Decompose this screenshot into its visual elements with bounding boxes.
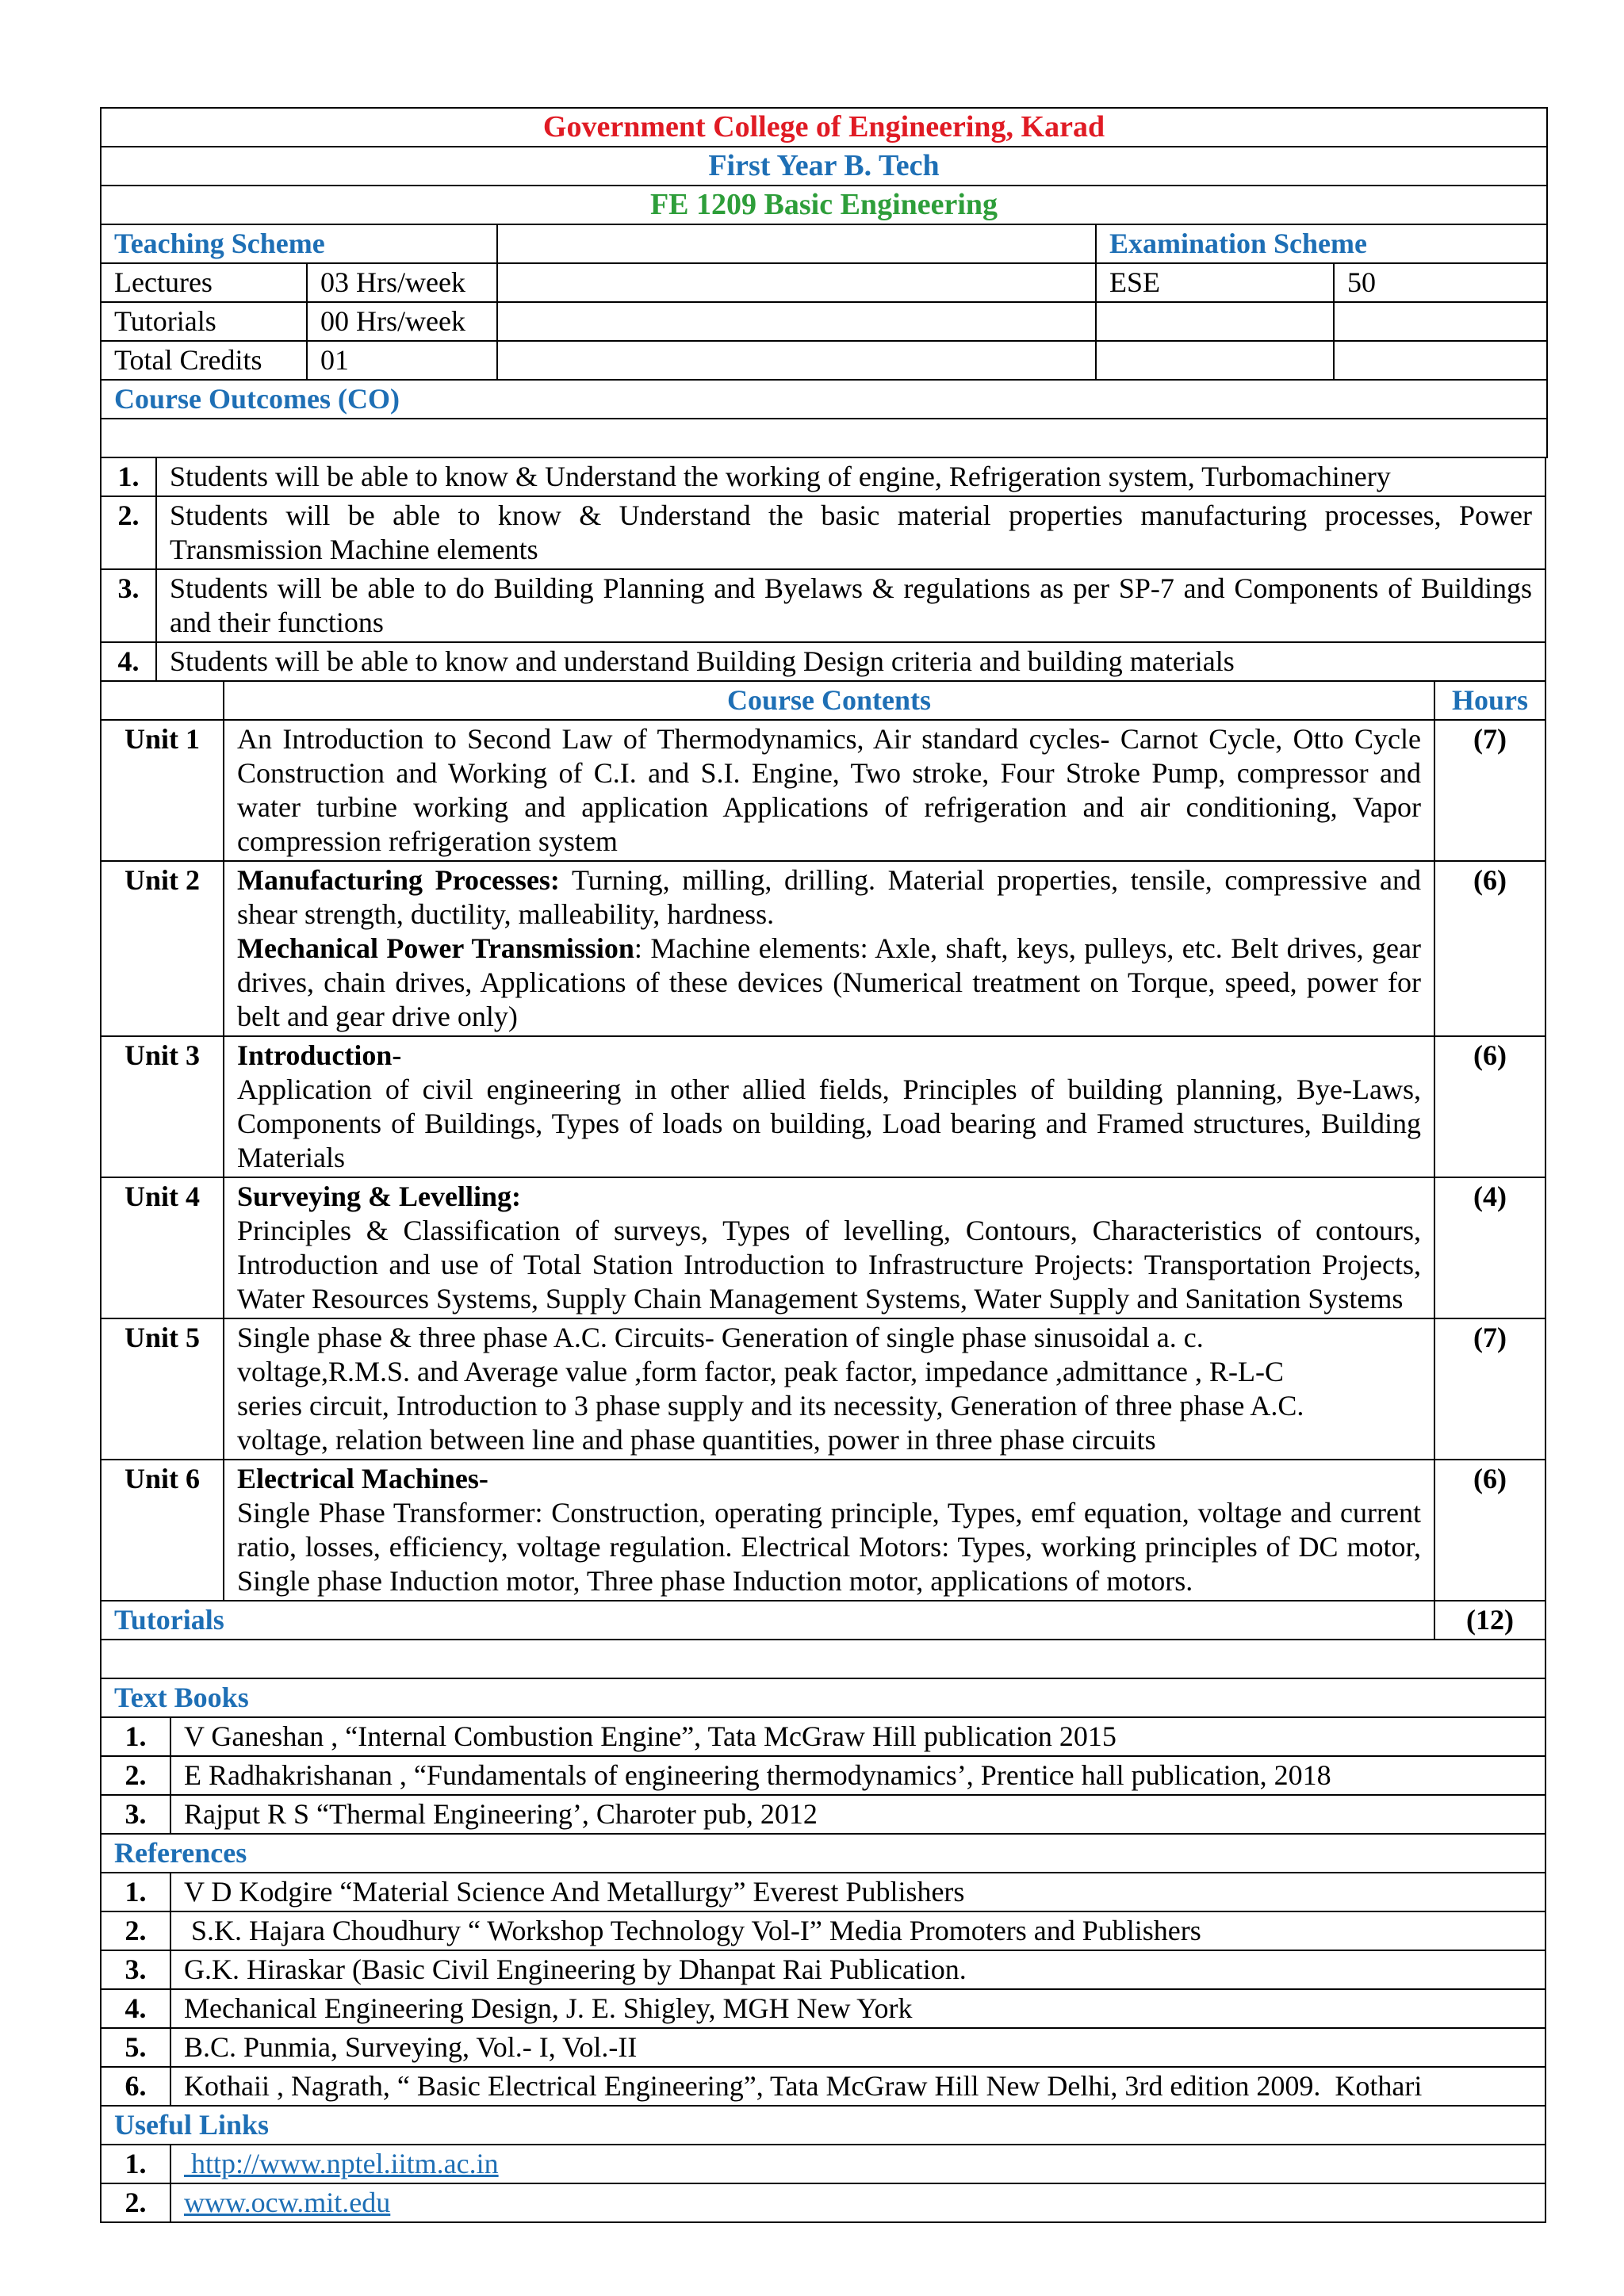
outcome-number: 1. [101, 457, 156, 496]
unit-hours: (6) [1434, 861, 1545, 1036]
scheme-row-label: Total Credits [101, 341, 307, 380]
unit-heading: Mechanical Power Transmission [237, 932, 634, 964]
exam-scheme-label: Examination Scheme [1096, 224, 1547, 263]
blank-row [101, 1640, 1545, 1678]
books-table [100, 1678, 1546, 2223]
textbook-row [101, 1717, 1545, 1756]
unit-row [101, 861, 1545, 1036]
reference-text: S.K. Hajara Choudhury “ Workshop Technology Vol-I” Media Promoters and Publishers [170, 1911, 1545, 1950]
outcome-text: Students will be able to know and understand Building Design criteria and building materials [156, 642, 1545, 681]
reference-text: Mechanical Engineering Design, J. E. Shigley, MGH New York [170, 1989, 1545, 2028]
link-row [101, 2145, 1545, 2183]
unit-body [224, 1177, 1434, 1318]
exam-name: ESE [1096, 263, 1334, 302]
reference-text: Kothaii , Nagrath, “ Basic Electrical Engineering”, Tata McGraw Hill New Delhi, 3rd edition 2009. Kothari [170, 2067, 1545, 2106]
reference-text: G.K. Hiraskar (Basic Civil Engineering by Dhanpat Rai Publication. [170, 1950, 1545, 1989]
link-row [101, 2183, 1545, 2222]
reference-row [101, 1873, 1545, 1911]
unit-row [101, 1177, 1545, 1318]
unit-hours: (6) [1434, 1460, 1545, 1601]
outcomes-table [100, 457, 1546, 682]
scheme-row-value: 03 Hrs/week [307, 263, 497, 302]
outcome-row [101, 569, 1545, 642]
course-contents-title: Course Contents [224, 681, 1434, 720]
scheme-row-value: 01 [307, 341, 497, 380]
reference-number: 3. [101, 1950, 170, 1989]
outcome-row [101, 642, 1545, 681]
unit-label: Unit 2 [101, 861, 224, 1036]
unit-line: voltage, relation between line and phase quantities, power in three phase circuits [237, 1424, 1156, 1456]
useful-links-title: Useful Links [101, 2106, 1545, 2145]
reference-row [101, 1911, 1545, 1950]
nptel-link[interactable]: http://www.nptel.iitm.ac.in [184, 2148, 499, 2179]
exam-marks [1334, 341, 1547, 380]
unit-text: : Machine elements: Axle, shaft, keys, pulleys, etc. Belt drives, gear drives, chain drives, Applications of these devices (Numerical treatment on Torque, speed, power for belt and gear drive only) [237, 932, 1421, 1032]
reference-row [101, 2028, 1545, 2067]
unit-label: Unit 1 [101, 720, 224, 861]
unit-label: Unit 3 [101, 1036, 224, 1177]
unit-hours: (4) [1434, 1177, 1545, 1318]
unit-line: voltage,R.M.S. and Average value ,form factor, peak factor, impedance ,admittance , R-L-C [237, 1356, 1284, 1387]
tutorials-hours: (12) [1434, 1601, 1545, 1640]
exam-name [1096, 302, 1334, 341]
link-number: 2. [101, 2183, 170, 2222]
unit-row [101, 720, 1545, 861]
outcome-number: 2. [101, 496, 156, 569]
contents-table [100, 680, 1546, 1679]
unit-row [101, 1036, 1545, 1177]
unit-row [101, 1318, 1545, 1460]
outcome-text: Students will be able to do Building Planning and Byelaws & regulations as per SP-7 and Components of Buildings and their functions [156, 569, 1545, 642]
unit-text: Turning, milling, drilling. Material properties, tensile, compressive and shear strength, ductility, malleability, hardness. [237, 864, 1422, 930]
link-number: 1. [101, 2145, 170, 2183]
tutorials-label: Tutorials [101, 1601, 1434, 1640]
outcome-number: 4. [101, 642, 156, 681]
textbook-text: Rajput R S “Thermal Engineering’, Charoter pub, 2012 [170, 1795, 1545, 1834]
reference-number: 4. [101, 1989, 170, 2028]
exam-name [1096, 341, 1334, 380]
unit-body [224, 861, 1434, 1036]
exam-marks: 50 [1334, 263, 1547, 302]
unit-heading: Surveying & Levelling: [237, 1181, 521, 1212]
mit-ocw-link[interactable]: www.ocw.mit.edu [184, 2187, 391, 2218]
unit-text: Single Phase Transformer: Construction, operating principle, Types, emf equation, voltage and current ratio, losses, efficiency, voltage regulation. Electrical Motors: Types, working principles of DC motor, Single phase Induction motor, Three phase Induction motor, applications of motors. [237, 1497, 1421, 1597]
unit-label: Unit 6 [101, 1460, 224, 1601]
reference-number: 1. [101, 1873, 170, 1911]
exam-marks [1334, 302, 1547, 341]
scheme-row-value: 00 Hrs/week [307, 302, 497, 341]
unit-body [224, 1460, 1434, 1601]
outcome-number: 3. [101, 569, 156, 642]
scheme-row-label: Tutorials [101, 302, 307, 341]
unit-line: Single phase & three phase A.C. Circuits- Generation of single phase sinusoidal a. c. [237, 1322, 1204, 1353]
unit-body [224, 1036, 1434, 1177]
course-title: FE 1209 Basic Engineering [101, 186, 1547, 224]
textbook-number: 1. [101, 1717, 170, 1756]
reference-row [101, 1950, 1545, 1989]
unit-hours: (7) [1434, 720, 1545, 861]
textbook-row [101, 1795, 1545, 1834]
unit-body: An Introduction to Second Law of Thermodynamics, Air standard cycles- Carnot Cycle, Otto Cycle Construction and Working of C.I. and S.I. Engine, Two stroke, Four Stroke Pump, compressor and water turbine working and application Applications of refrigeration and air conditioning, Vapor compression refrigeration system [224, 720, 1434, 861]
references-title: References [101, 1834, 1545, 1873]
reference-row [101, 2067, 1545, 2106]
reference-number: 6. [101, 2067, 170, 2106]
reference-text: V D Kodgire “Material Science And Metallurgy” Everest Publishers [170, 1873, 1545, 1911]
reference-row [101, 1989, 1545, 2028]
unit-body [224, 1318, 1434, 1460]
scheme-spacer [497, 224, 1096, 263]
text-books-title: Text Books [101, 1678, 1545, 1717]
outcome-row [101, 457, 1545, 496]
unit-hours: (7) [1434, 1318, 1545, 1460]
reference-text: B.C. Punmia, Surveying, Vol.- I, Vol.-II [170, 2028, 1545, 2067]
unit-label: Unit 5 [101, 1318, 224, 1460]
outcome-text: Students will be able to know & Understand the basic material properties manufacturing processes, Power Transmission Machine elements [156, 496, 1545, 569]
unit-text: Principles & Classification of surveys, Types of levelling, Contours, Characteristics of contours, Introduction and use of Total Station Introduction to Infrastructure Projects: Transportation Projects, Water Resources Systems, Supply Chain Management Systems, Water Supply and Sanitation Systems [237, 1215, 1421, 1314]
textbook-number: 3. [101, 1795, 170, 1834]
college-title: Government College of Engineering, Karad [101, 108, 1547, 147]
teaching-scheme-label: Teaching Scheme [101, 224, 497, 263]
unit-label: Unit 4 [101, 1177, 224, 1318]
reference-number: 5. [101, 2028, 170, 2067]
scheme-row-label: Lectures [101, 263, 307, 302]
textbook-number: 2. [101, 1756, 170, 1795]
unit-row [101, 1460, 1545, 1601]
unit-text: Application of civil engineering in other allied fields, Principles of building planning, Bye-Laws, Components of Buildings, Types of loads on building, Load bearing and Framed structures, Building Materials [237, 1073, 1421, 1173]
syllabus-page [100, 107, 1546, 2223]
header-table [100, 107, 1548, 458]
unit-heading: Electrical Machines- [237, 1463, 488, 1494]
textbook-row [101, 1756, 1545, 1795]
unit-heading: Introduction- [237, 1039, 402, 1071]
textbook-text: E Radhakrishanan , “Fundamentals of engineering thermodynamics’, Prentice hall publication, 2018 [170, 1756, 1545, 1795]
year-title: First Year B. Tech [101, 147, 1547, 186]
unit-hours: (6) [1434, 1036, 1545, 1177]
hours-label: Hours [1434, 681, 1545, 720]
outcome-text: Students will be able to know & Understand the working of engine, Refrigeration system, Turbomachinery [156, 457, 1545, 496]
textbook-text: V Ganeshan , “Internal Combustion Engine”, Tata McGraw Hill publication 2015 [170, 1717, 1545, 1756]
reference-number: 2. [101, 1911, 170, 1950]
outcome-row [101, 496, 1545, 569]
course-outcomes-title: Course Outcomes (CO) [101, 380, 1547, 419]
blank-row [101, 419, 1547, 457]
unit-heading: Manufacturing Processes: [237, 864, 560, 896]
unit-line: series circuit, Introduction to 3 phase supply and its necessity, Generation of three phase A.C. [237, 1390, 1304, 1422]
